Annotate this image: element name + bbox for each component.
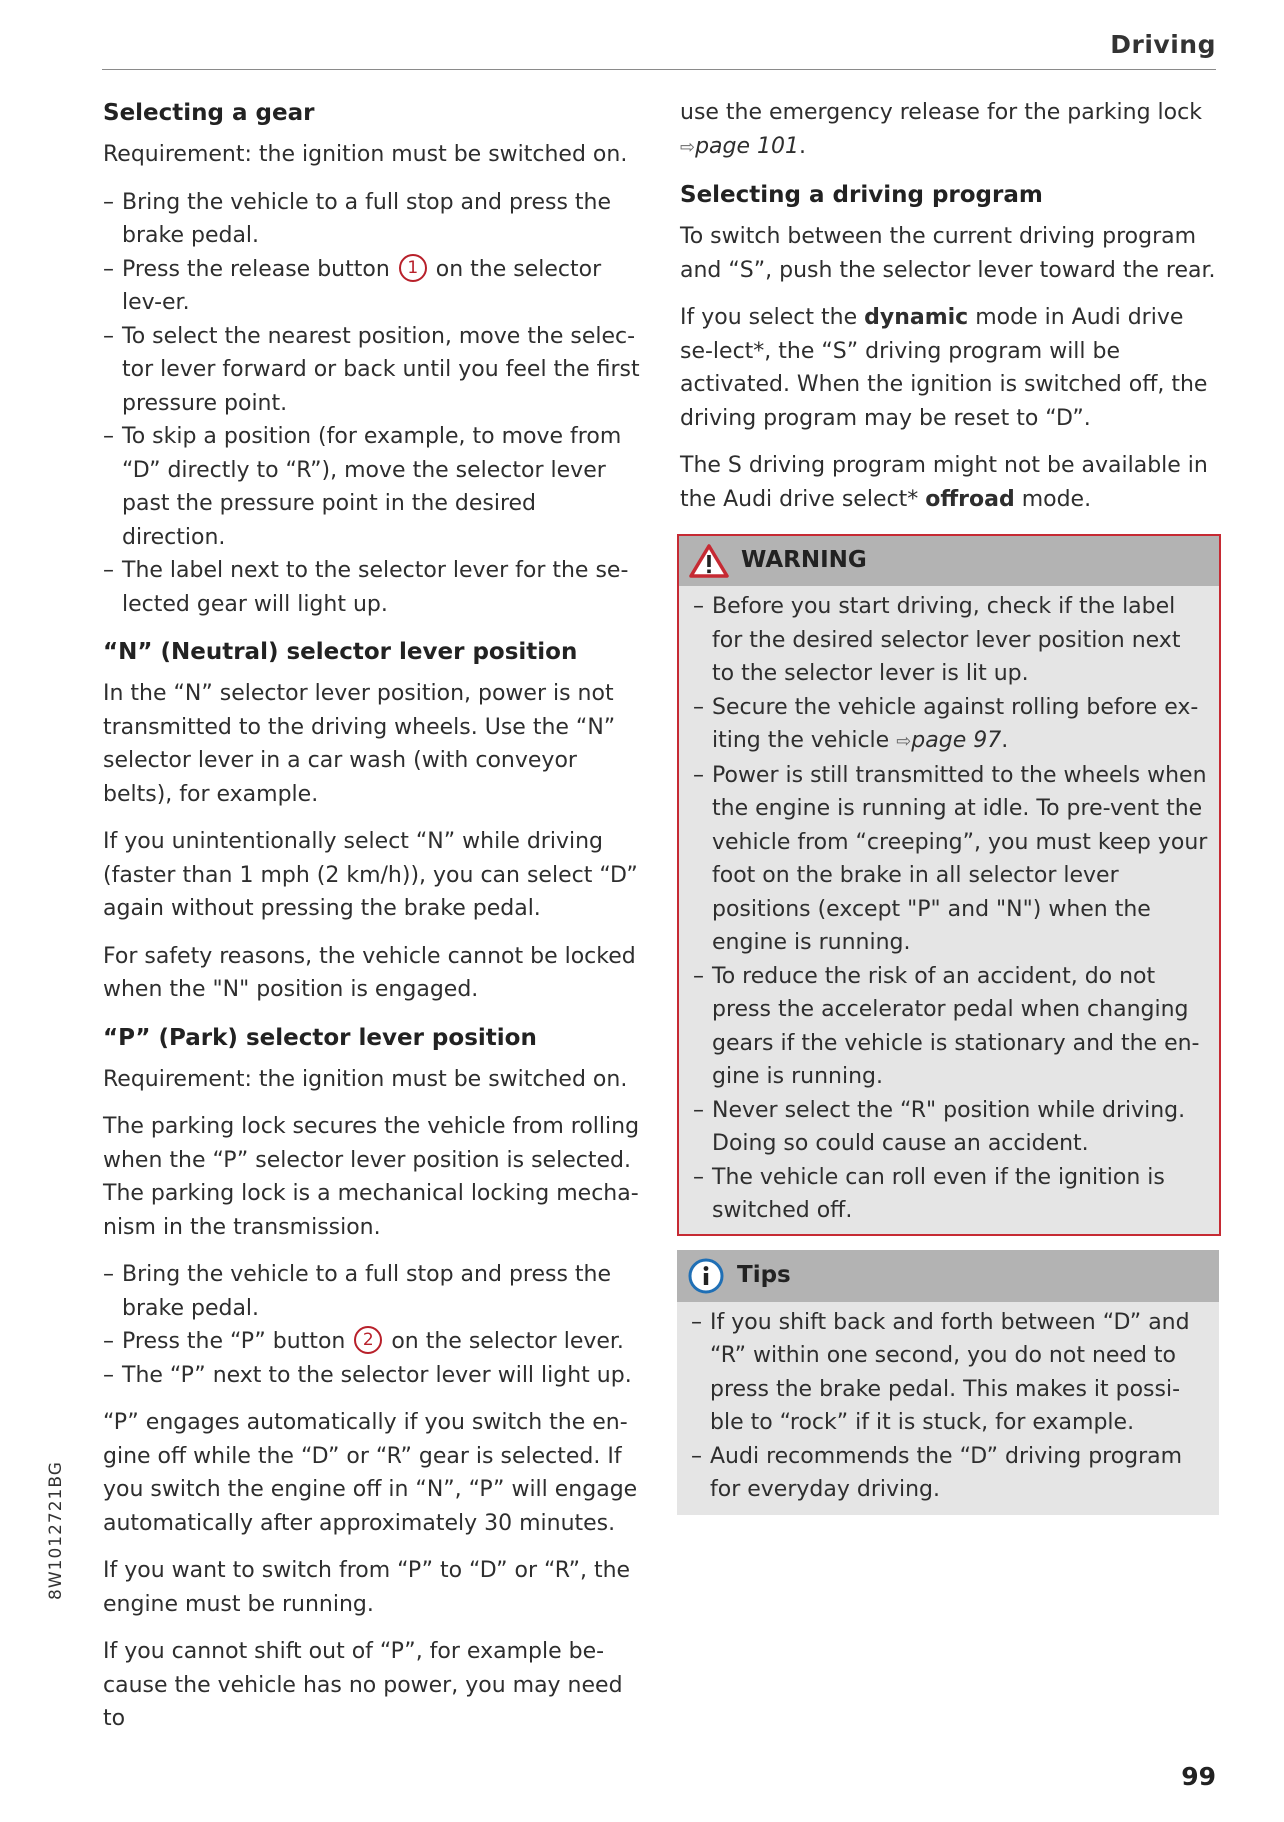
list-item: – Never select the “R" position while driving. Doing so could cause an accident. [693,1094,1209,1161]
document-code: 8W1012721BG [46,1461,66,1600]
step-text: on the selector lev-er. [122,256,602,315]
page-ref-text: page 97 [911,728,1002,753]
heading-park: “P” (Park) selector lever position [103,1024,537,1051]
heading-neutral: “N” (Neutral) selector lever position [103,639,578,665]
warning-list [693,590,1209,1228]
list-item: – The vehicle can roll even if the ignition is switched off. [693,1161,1209,1228]
tips-body [677,1302,1219,1515]
paragraph: “P” engages automatically if you switch the en-gine off while the “D” or “R” gear is selected. If you switch the engine off in “N”, “P” will engage automatically after approximately 30 minutes. [103,1410,638,1536]
gear-steps-list [103,186,643,622]
list-item [103,1325,643,1359]
step-text: Press the release button [122,256,390,282]
step-text: on the selector lever. [391,1329,624,1354]
callout-marker-1: 1 [399,254,427,282]
text: mode in Audi drive se-lect*, the “S” driving program will be activated. When the ignition is switched off, the driving program may be reset to “D”. [680,305,1208,431]
warning-body [679,586,1219,1234]
arrow-right-icon: ⇨ [896,731,912,752]
item-text: Secure the vehicle against rolling before ex-iting the vehicle [712,694,1199,753]
heading-driving-program: Selecting a driving program [680,182,1043,208]
list-item: – Power is still transmitted to the wheels when the engine is running at idle. To pre-vent the vehicle from “creeping”, you must keep your foot on the brake in all selector lever positions (except "P" and "N") when the engine is running. [693,759,1209,960]
warning-title: WARNING [741,547,867,574]
page-reference-link[interactable] [680,134,799,159]
page-number: 99 [1181,1762,1216,1791]
list-item: – To skip a position (for example, to move from “D” directly to “R”), move the selector lever past the pressure point in the desired direction. [103,420,643,554]
paragraph: To switch between the current driving program and “S”, push the selector lever toward the rear. [680,224,1216,283]
continuation-paragraph: use the emergency release for the parking lock ⇨page 101. [680,100,1202,159]
bold-term: offroad [925,486,1015,512]
list-item: – Secure the vehicle against rolling before ex-iting the vehicle ⇨page 97. [693,691,1209,759]
paragraph: If you want to switch from “P” to “D” or “R”, the engine must be running. [103,1558,631,1617]
text: The S driving program might not be available in the Audi drive select* [680,453,1208,512]
paragraph [680,449,1220,516]
list-item: – Bring the vehicle to a full stop and press the brake pedal. [103,186,643,253]
paragraph: In the “N” selector lever position, power is not transmitted to the driving wheels. Use the “N” selector lever in a car wash (with conveyor belts), for example. [103,681,616,807]
info-icon [687,1257,725,1295]
warning-triangle-icon [689,544,729,578]
step-text: Press the “P” button [122,1329,346,1354]
left-column [103,96,643,1750]
warning-header [679,536,1219,586]
page-ref-text: page 101 [695,133,800,159]
callout-marker-2: 2 [354,1326,382,1354]
requirement-text: Requirement: the ignition must be switched on. [103,142,628,167]
requirement-text: Requirement: the ignition must be switched on. [103,1066,628,1092]
heading-selecting-gear: Selecting a gear [103,100,315,126]
list-item: – To reduce the risk of an accident, do not press the accelerator pedal when changing gears if the vehicle is stationary and the en-gine is running. [693,960,1209,1094]
warning-box [677,534,1221,1236]
paragraph-text: use the emergency release for the parking lock [680,100,1202,125]
bold-term: dynamic [864,305,969,330]
list-item: – The label next to the selector lever for the se-lected gear will light up. [103,554,643,621]
right-column [680,96,1220,1515]
page-reference-link[interactable] [896,728,1001,753]
paragraph [680,301,1220,435]
paragraph: If you cannot shift out of “P”, for example be-cause the vehicle has no power, you may need to [103,1639,623,1731]
list-item: – If you shift back and forth between “D” and “R” within one second, you do not need to press the brake pedal. This makes it possi-ble to “rock” if it is stuck, for example. [691,1306,1209,1440]
header-divider [102,69,1216,70]
list-item: – To select the nearest position, move the selec-tor lever forward or back until you feel the first pressure point. [103,320,643,421]
arrow-right-icon: ⇨ [680,136,696,158]
list-item: – Audi recommends the “D” driving program for everyday driving. [691,1440,1209,1507]
list-item [103,253,643,320]
list-item: – Before you start driving, check if the label for the desired selector lever position next to the selector lever is lit up. [693,590,1209,691]
tips-box [677,1250,1219,1515]
paragraph: For safety reasons, the vehicle cannot be locked when the "N" position is engaged. [103,943,636,1002]
text: If you select the [680,305,865,330]
list-item: – The “P” next to the selector lever will light up. [103,1359,643,1393]
section-title: Driving [1110,30,1216,59]
paragraph: The parking lock secures the vehicle from rolling when the “P” selector lever position is selected. The parking lock is a mechanical locking mecha-nism in the transmission. [103,1114,640,1240]
tips-header [677,1250,1219,1302]
park-steps-list [103,1258,643,1392]
tips-list [691,1306,1209,1507]
paragraph: If you unintentionally select “N” while driving (faster than 1 mph (2 km/h)), you can select “D” again without pressing the brake pedal. [103,829,638,921]
text: mode. [1014,486,1092,512]
tips-title: Tips [737,1261,791,1288]
list-item: – Bring the vehicle to a full stop and press the brake pedal. [103,1258,643,1325]
